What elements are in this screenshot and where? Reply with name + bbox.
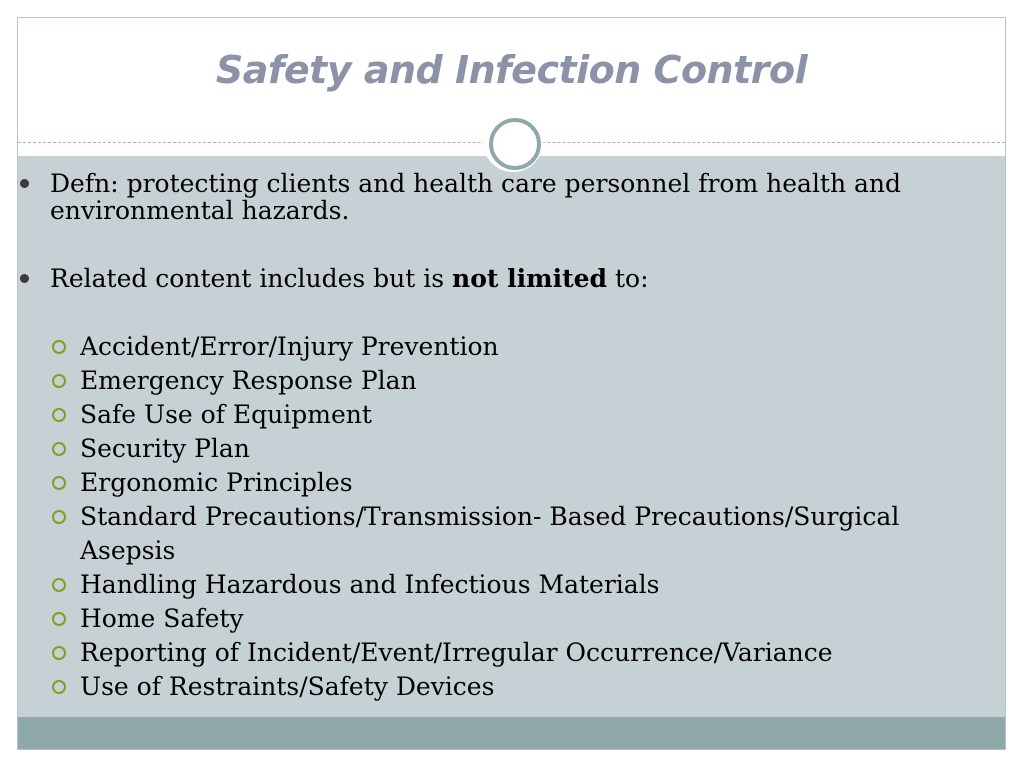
hollow-circle-icon: [52, 646, 66, 660]
sub-item: [80, 500, 940, 568]
filled-dot-icon: [20, 274, 29, 283]
slide-title: Safety and Infection Control: [215, 48, 808, 92]
footer-band: [18, 717, 1005, 750]
filled-dot-icon: [20, 179, 29, 188]
sub-item-text: Standard Precautions/Transmission- Based Precautions/Surgical Asepsis: [80, 502, 900, 565]
sub-item: [80, 466, 940, 500]
sub-item: [80, 330, 940, 364]
sub-item: [80, 364, 940, 398]
bullet-definition: [50, 170, 930, 224]
sub-item-text: Use of Restraints/Safety Devices: [80, 672, 495, 701]
sub-item: [80, 432, 940, 466]
bullet-related-prefix: Related content includes but is: [50, 264, 453, 293]
hollow-circle-icon: [52, 476, 66, 490]
sub-item-text: Security Plan: [80, 434, 250, 463]
sub-item: [80, 636, 940, 670]
sub-item-text: Emergency Response Plan: [80, 366, 417, 395]
sub-item-text: Handling Hazardous and Infectious Materials: [80, 570, 660, 599]
bullet-related-content: [50, 265, 930, 292]
sub-item: [80, 398, 940, 432]
hollow-circle-icon: [52, 374, 66, 388]
hollow-circle-icon: [52, 578, 66, 592]
sub-item-text: Reporting of Incident/Event/Irregular Occurrence/Variance: [80, 638, 833, 667]
sub-item: [80, 670, 940, 704]
hollow-circle-icon: [52, 408, 66, 422]
sub-item-text: Safe Use of Equipment: [80, 400, 372, 429]
ring-icon: [489, 118, 541, 170]
hollow-circle-icon: [52, 510, 66, 524]
sub-item-text: Accident/Error/Injury Prevention: [80, 332, 499, 361]
hollow-circle-icon: [52, 680, 66, 694]
sub-item: [80, 602, 940, 636]
sub-item-text: Ergonomic Principles: [80, 468, 353, 497]
bullet-related-bold: not limited: [452, 264, 608, 293]
bullet-related-suffix: to:: [607, 264, 649, 293]
hollow-circle-icon: [52, 612, 66, 626]
bullet-definition-text: Defn: protecting clients and health care personnel from health and environmental hazards.: [50, 169, 902, 225]
hollow-circle-icon: [52, 340, 66, 354]
sub-item: [80, 568, 940, 602]
ring-ornament-icon: [483, 112, 543, 172]
hollow-circle-icon: [52, 442, 66, 456]
sub-item-text: Home Safety: [80, 604, 244, 633]
